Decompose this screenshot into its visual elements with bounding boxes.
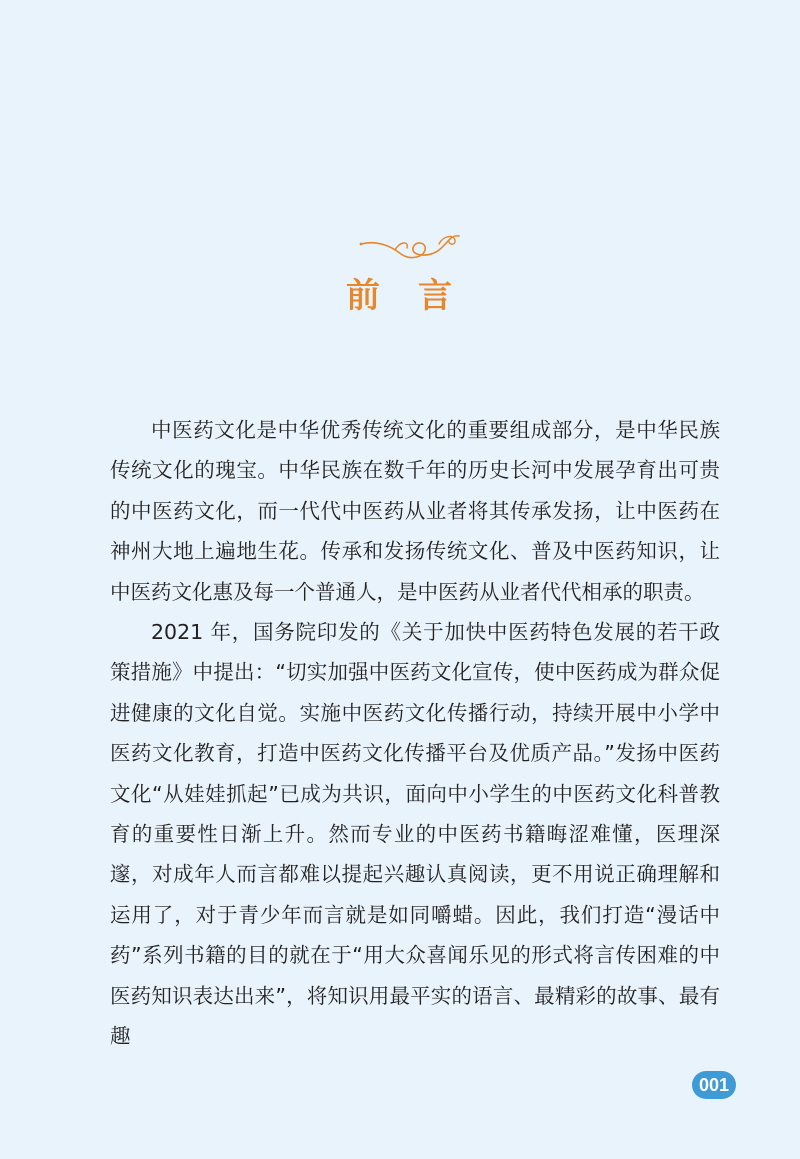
page-title	[0, 268, 800, 317]
flourish-ornament-icon	[355, 228, 465, 268]
title-char-2: 言	[418, 276, 454, 316]
paragraph-2: 2021 年，国务院印发的《关于加快中医药特色发展的若干政策措施》中提出：“切实加强中医药文化宣传，使中医药成为群众促进健康的文化自觉。实施中医药文化传播行动，持续开展中小学中医药文化教育，打造中医药文化传播平台及优质产品。”发扬中医药文化“从娃娃抓起”已成为共识，面向中小学生的中医药文化科普教育的重要性日渐上升。然而专业的中医药书籍晦涩难懂，医理深邃，对成年人而言都难以提起兴趣认真阅读，更不用说正确理解和运用了，对于青少年而言就是如同嚼蜡。因此，我们打造“漫话中药”系列书籍的目的就在于“用大众喜闻乐见的形式将言传困难的中医药知识表达出来”，将知识用最平实的语言、最精彩的故事、最有趣	[110, 620, 720, 1049]
page-number-badge: 001	[692, 1071, 736, 1099]
paragraph-1: 中医药文化是中华优秀传统文化的重要组成部分，是中华民族传统文化的瑰宝。中华民族在数千年的历史长河中发展孕育出可贵的中医药文化，而一代代中医药从业者将其传承发扬，让中医药在神州大地上遍地生花。传承和发扬传统文化、普及中医药知识，让中医药文化惠及每一个普通人，是中医药从业者代代相承的职责。	[110, 418, 720, 604]
preface-body	[110, 410, 720, 1057]
title-char-1: 前	[346, 276, 382, 316]
